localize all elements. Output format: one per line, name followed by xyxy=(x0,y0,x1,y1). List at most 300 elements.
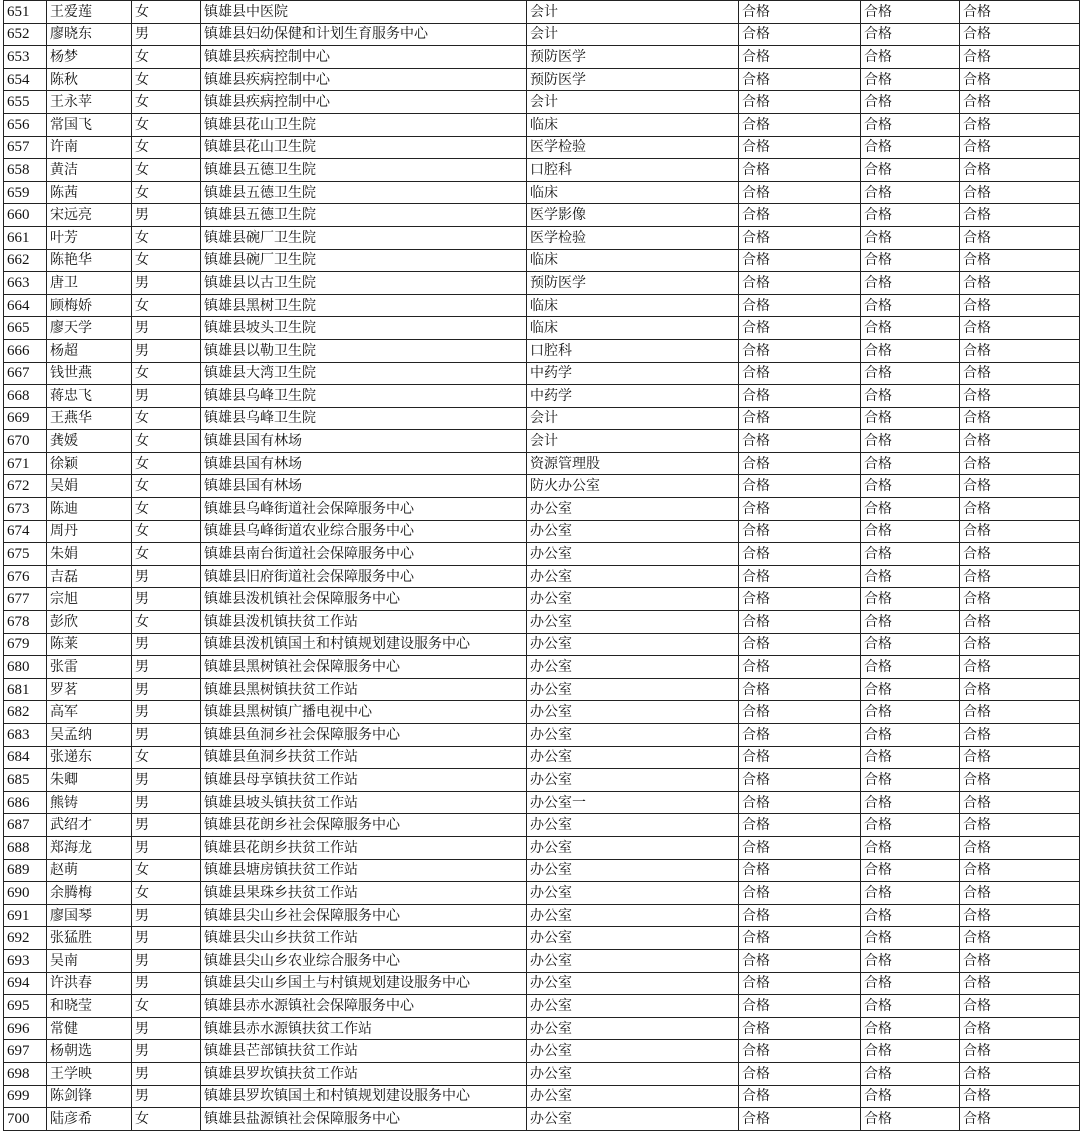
cell-result-2: 合格 xyxy=(861,769,960,792)
cell-unit: 镇雄县国有林场 xyxy=(201,430,527,453)
cell-no: 674 xyxy=(4,520,47,543)
cell-unit: 镇雄县母享镇扶贫工作站 xyxy=(201,769,527,792)
cell-sex: 男 xyxy=(132,724,201,747)
cell-post: 办公室 xyxy=(527,498,739,521)
cell-result-3: 合格 xyxy=(960,46,1080,69)
cell-result-3: 合格 xyxy=(960,791,1080,814)
cell-no: 688 xyxy=(4,836,47,859)
table-row xyxy=(4,949,1080,972)
cell-name: 赵萌 xyxy=(47,859,132,882)
cell-result-1: 合格 xyxy=(739,430,861,453)
cell-no: 691 xyxy=(4,904,47,927)
cell-sex: 女 xyxy=(132,611,201,634)
cell-sex: 男 xyxy=(132,272,201,295)
cell-post: 办公室一 xyxy=(527,791,739,814)
cell-result-1: 合格 xyxy=(739,882,861,905)
cell-unit: 镇雄县泼机镇国土和村镇规划建设服务中心 xyxy=(201,633,527,656)
table-row xyxy=(4,633,1080,656)
cell-result-3: 合格 xyxy=(960,452,1080,475)
cell-result-3: 合格 xyxy=(960,904,1080,927)
cell-no: 676 xyxy=(4,565,47,588)
cell-result-3: 合格 xyxy=(960,385,1080,408)
cell-sex: 女 xyxy=(132,46,201,69)
cell-post: 资源管理股 xyxy=(527,452,739,475)
cell-result-1: 合格 xyxy=(739,836,861,859)
cell-sex: 女 xyxy=(132,1,201,24)
cell-result-1: 合格 xyxy=(739,1,861,24)
cell-post: 医学检验 xyxy=(527,226,739,249)
cell-post: 医学影像 xyxy=(527,204,739,227)
cell-result-1: 合格 xyxy=(739,678,861,701)
cell-result-1: 合格 xyxy=(739,249,861,272)
cell-sex: 男 xyxy=(132,927,201,950)
cell-sex: 女 xyxy=(132,1108,201,1131)
cell-post: 会计 xyxy=(527,23,739,46)
table-row xyxy=(4,859,1080,882)
cell-unit: 镇雄县乌峰街道社会保障服务中心 xyxy=(201,498,527,521)
cell-result-1: 合格 xyxy=(739,814,861,837)
cell-name: 高军 xyxy=(47,701,132,724)
cell-no: 652 xyxy=(4,23,47,46)
cell-result-3: 合格 xyxy=(960,430,1080,453)
cell-result-1: 合格 xyxy=(739,859,861,882)
cell-sex: 男 xyxy=(132,769,201,792)
cell-name: 钱世燕 xyxy=(47,362,132,385)
cell-name: 王燕华 xyxy=(47,407,132,430)
cell-unit: 镇雄县乌峰街道农业综合服务中心 xyxy=(201,520,527,543)
cell-result-1: 合格 xyxy=(739,656,861,679)
cell-sex: 女 xyxy=(132,136,201,159)
cell-result-1: 合格 xyxy=(739,23,861,46)
cell-result-3: 合格 xyxy=(960,836,1080,859)
cell-result-1: 合格 xyxy=(739,611,861,634)
cell-sex: 男 xyxy=(132,1085,201,1108)
cell-result-3: 合格 xyxy=(960,204,1080,227)
cell-sex: 男 xyxy=(132,339,201,362)
cell-post: 办公室 xyxy=(527,1062,739,1085)
cell-result-2: 合格 xyxy=(861,113,960,136)
table-row xyxy=(4,362,1080,385)
cell-unit: 镇雄县黑树卫生院 xyxy=(201,294,527,317)
table-row xyxy=(4,498,1080,521)
cell-no: 668 xyxy=(4,385,47,408)
cell-sex: 女 xyxy=(132,91,201,114)
cell-no: 658 xyxy=(4,159,47,182)
cell-unit: 镇雄县南台街道社会保障服务中心 xyxy=(201,543,527,566)
cell-name: 许南 xyxy=(47,136,132,159)
cell-unit: 镇雄县以勒卫生院 xyxy=(201,339,527,362)
cell-result-3: 合格 xyxy=(960,769,1080,792)
cell-sex: 男 xyxy=(132,1040,201,1063)
cell-post: 会计 xyxy=(527,407,739,430)
cell-post: 会计 xyxy=(527,91,739,114)
cell-result-3: 合格 xyxy=(960,565,1080,588)
cell-unit: 镇雄县鱼洞乡社会保障服务中心 xyxy=(201,724,527,747)
cell-result-2: 合格 xyxy=(861,611,960,634)
cell-name: 黄洁 xyxy=(47,159,132,182)
cell-post: 办公室 xyxy=(527,836,739,859)
cell-result-3: 合格 xyxy=(960,995,1080,1018)
cell-name: 陈艳华 xyxy=(47,249,132,272)
cell-unit: 镇雄县以古卫生院 xyxy=(201,272,527,295)
cell-result-3: 合格 xyxy=(960,1108,1080,1131)
table-row xyxy=(4,565,1080,588)
cell-name: 王永苹 xyxy=(47,91,132,114)
cell-result-2: 合格 xyxy=(861,294,960,317)
cell-post: 办公室 xyxy=(527,1017,739,1040)
cell-no: 687 xyxy=(4,814,47,837)
cell-no: 695 xyxy=(4,995,47,1018)
cell-post: 临床 xyxy=(527,249,739,272)
cell-unit: 镇雄县大湾卫生院 xyxy=(201,362,527,385)
cell-result-2: 合格 xyxy=(861,633,960,656)
cell-name: 王学映 xyxy=(47,1062,132,1085)
cell-name: 陈剑锋 xyxy=(47,1085,132,1108)
cell-unit: 镇雄县五德卫生院 xyxy=(201,181,527,204)
table-row xyxy=(4,1,1080,24)
table-row xyxy=(4,23,1080,46)
cell-result-2: 合格 xyxy=(861,204,960,227)
cell-sex: 女 xyxy=(132,294,201,317)
cell-result-3: 合格 xyxy=(960,159,1080,182)
cell-result-2: 合格 xyxy=(861,859,960,882)
cell-unit: 镇雄县芒部镇扶贫工作站 xyxy=(201,1040,527,1063)
cell-sex: 女 xyxy=(132,475,201,498)
cell-no: 666 xyxy=(4,339,47,362)
table-row xyxy=(4,1040,1080,1063)
cell-name: 罗茗 xyxy=(47,678,132,701)
cell-result-1: 合格 xyxy=(739,1040,861,1063)
cell-no: 678 xyxy=(4,611,47,634)
cell-sex: 男 xyxy=(132,814,201,837)
table-row xyxy=(4,656,1080,679)
cell-sex: 女 xyxy=(132,430,201,453)
cell-result-2: 合格 xyxy=(861,520,960,543)
table-body xyxy=(4,1,1080,1131)
cell-result-1: 合格 xyxy=(739,791,861,814)
cell-result-3: 合格 xyxy=(960,362,1080,385)
cell-sex: 女 xyxy=(132,249,201,272)
cell-no: 699 xyxy=(4,1085,47,1108)
cell-post: 预防医学 xyxy=(527,272,739,295)
cell-unit: 镇雄县泼机镇社会保障服务中心 xyxy=(201,588,527,611)
cell-result-1: 合格 xyxy=(739,995,861,1018)
cell-post: 办公室 xyxy=(527,859,739,882)
cell-unit: 镇雄县赤水源镇社会保障服务中心 xyxy=(201,995,527,1018)
table-row xyxy=(4,204,1080,227)
table-row xyxy=(4,1108,1080,1131)
cell-sex: 男 xyxy=(132,1017,201,1040)
cell-sex: 女 xyxy=(132,452,201,475)
cell-post: 办公室 xyxy=(527,972,739,995)
cell-sex: 女 xyxy=(132,543,201,566)
cell-result-1: 合格 xyxy=(739,1085,861,1108)
cell-post: 办公室 xyxy=(527,588,739,611)
cell-name: 廖天学 xyxy=(47,317,132,340)
cell-sex: 男 xyxy=(132,701,201,724)
table-row xyxy=(4,91,1080,114)
cell-sex: 男 xyxy=(132,565,201,588)
cell-result-3: 合格 xyxy=(960,23,1080,46)
cell-result-3: 合格 xyxy=(960,972,1080,995)
cell-result-2: 合格 xyxy=(861,498,960,521)
cell-unit: 镇雄县碗厂卫生院 xyxy=(201,226,527,249)
cell-no: 653 xyxy=(4,46,47,69)
cell-result-2: 合格 xyxy=(861,1062,960,1085)
cell-result-3: 合格 xyxy=(960,1040,1080,1063)
cell-result-3: 合格 xyxy=(960,407,1080,430)
cell-result-1: 合格 xyxy=(739,159,861,182)
cell-result-1: 合格 xyxy=(739,362,861,385)
cell-result-2: 合格 xyxy=(861,249,960,272)
cell-unit: 镇雄县国有林场 xyxy=(201,475,527,498)
cell-result-3: 合格 xyxy=(960,181,1080,204)
cell-unit: 镇雄县花山卫生院 xyxy=(201,136,527,159)
cell-no: 673 xyxy=(4,498,47,521)
cell-result-3: 合格 xyxy=(960,882,1080,905)
cell-name: 熊铸 xyxy=(47,791,132,814)
cell-result-2: 合格 xyxy=(861,475,960,498)
cell-result-2: 合格 xyxy=(861,385,960,408)
cell-result-3: 合格 xyxy=(960,814,1080,837)
cell-post: 中药学 xyxy=(527,362,739,385)
cell-result-2: 合格 xyxy=(861,407,960,430)
table-row xyxy=(4,814,1080,837)
cell-result-2: 合格 xyxy=(861,701,960,724)
cell-result-3: 合格 xyxy=(960,339,1080,362)
cell-result-2: 合格 xyxy=(861,272,960,295)
cell-result-1: 合格 xyxy=(739,701,861,724)
cell-result-3: 合格 xyxy=(960,317,1080,340)
cell-post: 中药学 xyxy=(527,385,739,408)
cell-post: 办公室 xyxy=(527,814,739,837)
cell-name: 徐颖 xyxy=(47,452,132,475)
cell-result-3: 合格 xyxy=(960,633,1080,656)
cell-result-2: 合格 xyxy=(861,1017,960,1040)
cell-result-2: 合格 xyxy=(861,949,960,972)
cell-name: 武绍才 xyxy=(47,814,132,837)
cell-no: 686 xyxy=(4,791,47,814)
cell-name: 叶芳 xyxy=(47,226,132,249)
cell-result-1: 合格 xyxy=(739,136,861,159)
cell-post: 医学检验 xyxy=(527,136,739,159)
cell-result-1: 合格 xyxy=(739,949,861,972)
cell-sex: 男 xyxy=(132,949,201,972)
cell-name: 龚媛 xyxy=(47,430,132,453)
cell-result-2: 合格 xyxy=(861,362,960,385)
cell-result-2: 合格 xyxy=(861,1,960,24)
table-row xyxy=(4,701,1080,724)
cell-post: 办公室 xyxy=(527,1108,739,1131)
cell-result-3: 合格 xyxy=(960,249,1080,272)
cell-no: 689 xyxy=(4,859,47,882)
cell-result-1: 合格 xyxy=(739,565,861,588)
cell-name: 张雷 xyxy=(47,656,132,679)
cell-name: 张猛胜 xyxy=(47,927,132,950)
cell-result-1: 合格 xyxy=(739,1108,861,1131)
cell-sex: 男 xyxy=(132,204,201,227)
cell-unit: 镇雄县五德卫生院 xyxy=(201,204,527,227)
cell-sex: 女 xyxy=(132,746,201,769)
cell-unit: 镇雄县疾病控制中心 xyxy=(201,46,527,69)
table-row xyxy=(4,927,1080,950)
cell-post: 办公室 xyxy=(527,520,739,543)
cell-sex: 男 xyxy=(132,791,201,814)
cell-sex: 男 xyxy=(132,385,201,408)
cell-result-2: 合格 xyxy=(861,159,960,182)
cell-result-2: 合格 xyxy=(861,68,960,91)
cell-post: 临床 xyxy=(527,181,739,204)
cell-result-2: 合格 xyxy=(861,995,960,1018)
cell-result-2: 合格 xyxy=(861,46,960,69)
cell-result-1: 合格 xyxy=(739,339,861,362)
cell-name: 宗旭 xyxy=(47,588,132,611)
cell-result-2: 合格 xyxy=(861,565,960,588)
cell-no: 682 xyxy=(4,701,47,724)
cell-unit: 镇雄县黑树镇扶贫工作站 xyxy=(201,678,527,701)
cell-result-1: 合格 xyxy=(739,498,861,521)
cell-result-2: 合格 xyxy=(861,724,960,747)
cell-name: 朱卿 xyxy=(47,769,132,792)
cell-no: 656 xyxy=(4,113,47,136)
cell-result-1: 合格 xyxy=(739,475,861,498)
cell-result-1: 合格 xyxy=(739,407,861,430)
cell-name: 顾梅娇 xyxy=(47,294,132,317)
cell-name: 宋远亮 xyxy=(47,204,132,227)
cell-post: 办公室 xyxy=(527,1040,739,1063)
cell-sex: 女 xyxy=(132,362,201,385)
cell-post: 办公室 xyxy=(527,949,739,972)
cell-name: 杨超 xyxy=(47,339,132,362)
table-row xyxy=(4,407,1080,430)
cell-result-2: 合格 xyxy=(861,452,960,475)
cell-name: 廖晓东 xyxy=(47,23,132,46)
cell-sex: 男 xyxy=(132,678,201,701)
cell-unit: 镇雄县赤水源镇扶贫工作站 xyxy=(201,1017,527,1040)
cell-name: 蒋忠飞 xyxy=(47,385,132,408)
cell-result-1: 合格 xyxy=(739,204,861,227)
cell-post: 办公室 xyxy=(527,543,739,566)
cell-name: 陈秋 xyxy=(47,68,132,91)
cell-post: 办公室 xyxy=(527,565,739,588)
cell-result-1: 合格 xyxy=(739,181,861,204)
cell-result-3: 合格 xyxy=(960,611,1080,634)
cell-result-3: 合格 xyxy=(960,859,1080,882)
cell-name: 周丹 xyxy=(47,520,132,543)
cell-result-1: 合格 xyxy=(739,385,861,408)
table-row xyxy=(4,226,1080,249)
cell-result-2: 合格 xyxy=(861,91,960,114)
cell-result-1: 合格 xyxy=(739,543,861,566)
cell-result-2: 合格 xyxy=(861,226,960,249)
cell-unit: 镇雄县乌峰卫生院 xyxy=(201,385,527,408)
cell-name: 余腾梅 xyxy=(47,882,132,905)
cell-unit: 镇雄县乌峰卫生院 xyxy=(201,407,527,430)
cell-result-2: 合格 xyxy=(861,836,960,859)
cell-name: 陆彦希 xyxy=(47,1108,132,1131)
table-row xyxy=(4,836,1080,859)
cell-name: 唐卫 xyxy=(47,272,132,295)
cell-unit: 镇雄县罗坎镇扶贫工作站 xyxy=(201,1062,527,1085)
cell-result-3: 合格 xyxy=(960,724,1080,747)
cell-result-3: 合格 xyxy=(960,136,1080,159)
cell-unit: 镇雄县黑树镇社会保障服务中心 xyxy=(201,656,527,679)
cell-post: 会计 xyxy=(527,1,739,24)
cell-no: 681 xyxy=(4,678,47,701)
cell-result-3: 合格 xyxy=(960,701,1080,724)
cell-result-1: 合格 xyxy=(739,113,861,136)
table-row xyxy=(4,1085,1080,1108)
cell-result-1: 合格 xyxy=(739,68,861,91)
cell-result-3: 合格 xyxy=(960,294,1080,317)
cell-sex: 女 xyxy=(132,113,201,136)
cell-post: 办公室 xyxy=(527,611,739,634)
table-row xyxy=(4,452,1080,475)
cell-result-3: 合格 xyxy=(960,1085,1080,1108)
cell-result-1: 合格 xyxy=(739,1017,861,1040)
cell-no: 696 xyxy=(4,1017,47,1040)
cell-result-2: 合格 xyxy=(861,678,960,701)
cell-unit: 镇雄县花山卫生院 xyxy=(201,113,527,136)
cell-post: 办公室 xyxy=(527,882,739,905)
cell-no: 665 xyxy=(4,317,47,340)
cell-unit: 镇雄县碗厂卫生院 xyxy=(201,249,527,272)
cell-result-3: 合格 xyxy=(960,272,1080,295)
cell-result-1: 合格 xyxy=(739,904,861,927)
cell-name: 杨朝选 xyxy=(47,1040,132,1063)
cell-result-2: 合格 xyxy=(861,1040,960,1063)
cell-result-2: 合格 xyxy=(861,927,960,950)
cell-no: 661 xyxy=(4,226,47,249)
cell-sex: 男 xyxy=(132,656,201,679)
table-row xyxy=(4,430,1080,453)
cell-result-1: 合格 xyxy=(739,972,861,995)
cell-no: 659 xyxy=(4,181,47,204)
cell-post: 办公室 xyxy=(527,769,739,792)
table-row xyxy=(4,678,1080,701)
cell-result-2: 合格 xyxy=(861,882,960,905)
cell-sex: 女 xyxy=(132,859,201,882)
cell-sex: 女 xyxy=(132,995,201,1018)
cell-result-2: 合格 xyxy=(861,904,960,927)
cell-result-3: 合格 xyxy=(960,588,1080,611)
table-row xyxy=(4,249,1080,272)
cell-no: 664 xyxy=(4,294,47,317)
cell-result-1: 合格 xyxy=(739,633,861,656)
cell-post: 临床 xyxy=(527,317,739,340)
table-row xyxy=(4,611,1080,634)
table-row xyxy=(4,1062,1080,1085)
cell-post: 口腔科 xyxy=(527,339,739,362)
cell-unit: 镇雄县尖山乡农业综合服务中心 xyxy=(201,949,527,972)
cell-result-3: 合格 xyxy=(960,678,1080,701)
cell-unit: 镇雄县塘房镇扶贫工作站 xyxy=(201,859,527,882)
table-row xyxy=(4,1017,1080,1040)
cell-unit: 镇雄县疾病控制中心 xyxy=(201,68,527,91)
cell-no: 693 xyxy=(4,949,47,972)
cell-name: 吴娟 xyxy=(47,475,132,498)
cell-name: 王爱莲 xyxy=(47,1,132,24)
cell-unit: 镇雄县泼机镇扶贫工作站 xyxy=(201,611,527,634)
cell-unit: 镇雄县果珠乡扶贫工作站 xyxy=(201,882,527,905)
cell-post: 办公室 xyxy=(527,701,739,724)
cell-sex: 女 xyxy=(132,407,201,430)
cell-unit: 镇雄县尖山乡扶贫工作站 xyxy=(201,927,527,950)
cell-no: 685 xyxy=(4,769,47,792)
cell-no: 698 xyxy=(4,1062,47,1085)
cell-name: 彭欣 xyxy=(47,611,132,634)
cell-no: 672 xyxy=(4,475,47,498)
